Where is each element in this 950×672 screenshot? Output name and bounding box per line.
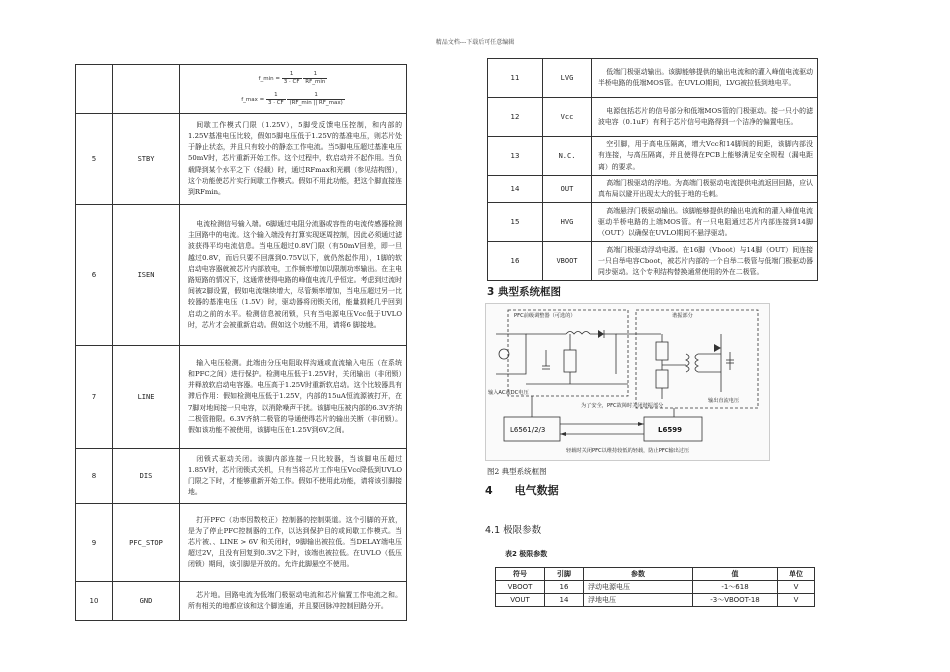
formula-row — [76, 65, 407, 114]
pin-description-table-right — [487, 58, 818, 281]
table-row: 13 N.C. 空引脚，用于高电压隔离，增大Vcc和14脚间的间距，该脚内部没有连接，与高压隔离，并且使得在PCB上能够满足安全规程（漏电距离）的要求。 — [488, 137, 818, 176]
page-header: 精品文档---下载后可任意编辑 — [435, 39, 515, 46]
table-row: 16 VBOOT 高端门极驱动浮动电源。在16脚（Vboot）与14脚（OUT）间连接一只自举电容Cboot，被芯片内部的一个自举二极管与低端门极驱动器同步驱动。这个专利结构替换通常使用的外在二极管。 — [488, 242, 818, 281]
light-load-note: 轻载时关闭PFC以维持较低的轻载，防止PFC输出过压 — [566, 448, 690, 454]
section-4-heading: 4 电气数据 — [485, 484, 559, 497]
table-row: 5 STBY 间歇工作模式门限（1.25V），5脚受反馈电压控制，和内部的1.25V基准电压比较，假如5脚电压低于1.25V的基准电压，则芯片处于静止状态，并且只有较小的静态工作电流。当5脚电压超过基准电压50mV时，芯片重新开始工作。这个过程中，软启动并不起作用。当负载降到某个水平之下（轻载）时，通过RFmax和光耦（参见结构图），这个功能使芯片实行间歇工作模式。假如不用此功能，把这个脚直接连到RFmin。 — [76, 114, 407, 205]
table-row: 7 LINE 输入电压检测。此端由分压电阻取样沟通或直流输入电压（在系统和PFC之间）进行保护。检测电压低于1.25V时，关闭输出（非闭锁）并释放软启动电容器。电压高于1.25V时重新软启动。这个比较器具有滞后作用：假如检测电压低于1.25V，内部的15uA恒流源被打开，在7脚对地间接一只电容，以消除噪声干扰。该脚电压被内部的6.3V齐纳二极管箝限。6.3V齐纳二极管的导通使得芯片的输出关断（非闭锁）。假如该功能不被使用，该脚电压在1.25V到6V之间。 — [76, 346, 407, 449]
pfc-stage-label: PFC前级调整器（可选的） — [514, 313, 576, 319]
section-3-heading: 3 典型系统框图 — [487, 286, 561, 298]
table-header-row: 符号 引脚 参数 值 单位 — [496, 568, 815, 581]
resonant-stage-label: 谐振部分 — [672, 313, 693, 319]
table-row: 8 DIS 闭锁式驱动关闭。该脚内部连接一只比较器，当该脚电压超过1.85V时，芯片闭锁式关机，只有当将芯片工作电压Vcc降低到UVLO门限之下时，才能够重新开始工作。假如不使用此功能，请将该引脚接地。 — [76, 449, 407, 504]
chip-l6599: L6599 — [658, 426, 682, 434]
absolute-max-ratings-table — [495, 567, 815, 607]
table-row: 9 PFC_STOP 打开PFC（功率因数校正）控制器的控制渠道。这个引脚的开放，是为了停止PFC控制器的工作，以达到保护目的或间歇工作模式。当芯片被、、LINE > 6V 和关闭时，9脚输出被拉低。当DELAY端电压超过2V，且没有回复到0.3V之下时，该端也被拉低。在UVLO（低压闭锁）期间，该引脚是开放的。允许此脚悬空不使用。 — [76, 504, 407, 582]
circuit-schematic — [486, 304, 769, 460]
pfc-fault-note: 为了安全，PFC故障时关闭谐振部分 — [581, 403, 664, 409]
table-row: 6 ISEN 电流检测信号输入端。6脚通过电阻分流器或容性的电流传感器检测主回路中的电流。这个输入端没有打算实现逐周控制，因此必须通过滤波获得平均电流信息。当电压超过0.8V门限（有50mV回差，即一旦越过0.8V，而后只要不回落到0.75V以下，就仍然起作用），1脚的软启动电容器就被芯片内部放电，工作频率增加以限制功率输出。在主电路短路的情况下，这通常使得电路的峰值电流几乎恒定。考虑到过流时间被2脚设置，假如电流继续增大，尽管频率增加，当电压超过另一比较器的基准电压（1.5V）时，驱动器将闭锁关闭，能量损耗几乎回到启动之前的水平。检测信息被闭锁，只有当电源电压Vcc低于UVLO时，芯片才会被重新启动。假如这个功能不用，请将6 脚接地。 — [76, 205, 407, 346]
table-row: 15 HVG 高端悬浮门极驱动输出。该脚能够提供的输出电流和的灌入峰值电流驱动半桥电路的上端MOS管。有一只电阻通过芯片内部连接到14脚（OUT）以确保在UVLO期间不悬浮驱动。 — [488, 203, 818, 242]
formula-fmax: f_max = $\frac{1}{3 \cdot CF}$ $\frac{1}{(RF\_\min || RF\_\max)}$ — [241, 92, 343, 106]
table-2-caption: 表2 极限参数 — [505, 550, 548, 558]
table-row: VOUT 14 浮地电压 -3～VBOOT-18 V — [496, 594, 815, 607]
system-block-diagram — [485, 303, 770, 461]
table-row: 12 Vcc 电源包括芯片的信号部分和低端MOS管的门极驱动。接一只小的滤波电容（0.1uF）有利于芯片信号电路得到一个洁净的偏置电压。 — [488, 98, 818, 137]
table-row: 11 LVG 低端门极驱动输出。该脚能够提供的输出电流和的灌入峰值电流驱动半桥电路的低端MOS管。在UVLO期间，LVG被拉低到地电平。 — [488, 59, 818, 98]
table-row: 14 OUT 高端门极驱动的浮地。为高端门极驱动电流提供电流返回回路，应认真布局以避开出现太大的低于地的毛刺。 — [488, 176, 818, 203]
figure-caption: 图2 典型系统框图 — [487, 467, 547, 476]
formula-fmin: f_min = $\frac{1}{3 \cdot CF}$ $\frac{1}{RF\_\min}$ — [258, 71, 326, 86]
pin-description-table-left — [75, 64, 407, 621]
table-row: VBOOT 16 浮动电源电压 -1～618 V — [496, 581, 815, 594]
section-4-1-heading: 4.1 极限参数 — [485, 525, 542, 536]
output-voltage-label: 输出直流电压 — [708, 398, 740, 404]
table-row: 10 GND 芯片地。回路电流为低端门极驱动电流和芯片偏置工作电流之和。所有相关的地都应该和这个脚连通，并且要回脉冲控制回路分开。 — [76, 582, 407, 621]
input-voltage-label: 输入AC或DC电压 — [488, 390, 529, 396]
chip-l6561: L6561/2/3 — [510, 426, 546, 434]
